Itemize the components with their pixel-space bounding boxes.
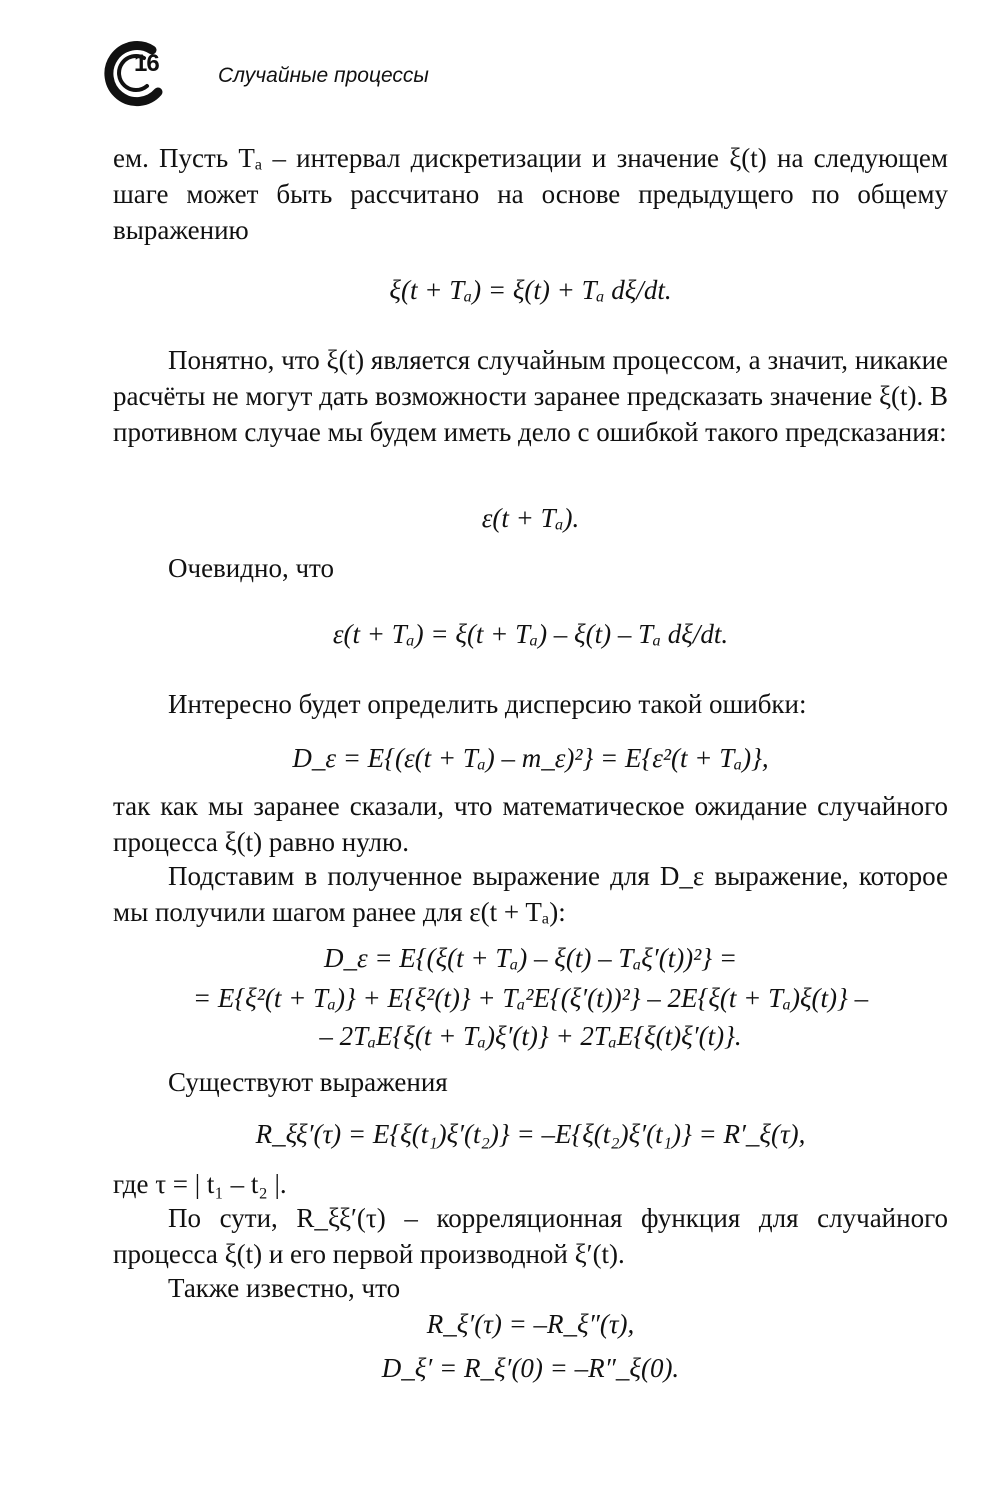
- paragraph-3: Очевидно, что: [168, 553, 334, 583]
- paragraph-1: ем. Пусть Tₐ – интервал дискретизации и значение ξ(t) на следующем шаге может быть рассчитано на основе предыдущего по общему выражению: [113, 143, 948, 245]
- equation-5-line-3: – 2TₐE{ξ(t + Tₐ)ξ′(t)} + 2TₐE{ξ(t)ξ′(t)}.: [319, 1021, 742, 1051]
- paragraph-8: где τ = | t₁ – t₂ |.: [113, 1169, 287, 1199]
- equation-2: ε(t + Tₐ).: [481, 503, 580, 533]
- paragraph-9: По сути, R_ξξ′(τ) – корреляционная функция для случайного процесса ξ(t) и его первой производной ξ′(t).: [113, 1203, 948, 1269]
- page-header: [100, 38, 900, 108]
- equation-8: D_ξ′ = R_ξ′(0) = –R″_ξ(0).: [381, 1353, 680, 1383]
- running-title: Случайные процессы: [218, 64, 429, 87]
- paragraph-10: Также известно, что: [168, 1273, 401, 1303]
- equation-3: ε(t + Tₐ) = ξ(t + Tₐ) – ξ(t) – Tₐ dξ/dt.: [332, 619, 729, 649]
- page-number: 16: [134, 50, 159, 77]
- equation-4: D_ε = E{(ε(t + Tₐ) – m_ε)²} = E{ε²(t + Tₐ)},: [292, 743, 769, 773]
- equation-6: R_ξξ′(τ) = E{ξ(t₁)ξ′(t₂)} = –E{ξ(t₂)ξ′(t₁)} = R′_ξ(τ),: [255, 1119, 806, 1149]
- equation-7: R_ξ′(τ) = –R_ξ″(τ),: [426, 1309, 635, 1339]
- equation-5-line-1: D_ε = E{(ξ(t + Tₐ) – ξ(t) – Tₐξ′(t))²} =: [323, 943, 738, 973]
- paragraph-6: Подставим в полученное выражение для D_ε выражение, которое мы получили шагом ранее для ε(t + Tₐ):: [113, 861, 948, 927]
- equation-5-line-2: = E{ξ²(t + Tₐ)} + E{ξ²(t)} + Tₐ²E{(ξ′(t))²} – 2E{ξ(t + Tₐ)ξ(t)} –: [192, 983, 869, 1013]
- paragraph-4: Интересно будет определить дисперсию такой ошибки:: [168, 689, 807, 719]
- paragraph-2: Понятно, что ξ(t) является случайным процессом, а значит, никакие расчёты не могут дать возможности заранее предсказать значение ξ(t). В противном случае мы будем иметь дело с ошибкой такого предсказания:: [113, 345, 948, 447]
- equation-1: ξ(t + Tₐ) = ξ(t) + Tₐ dξ/dt.: [389, 275, 672, 305]
- paragraph-7: Существуют выражения: [168, 1067, 448, 1097]
- paragraph-5: так как мы заранее сказали, что математическое ожидание случайного процесса ξ(t) равно нулю.: [113, 791, 948, 857]
